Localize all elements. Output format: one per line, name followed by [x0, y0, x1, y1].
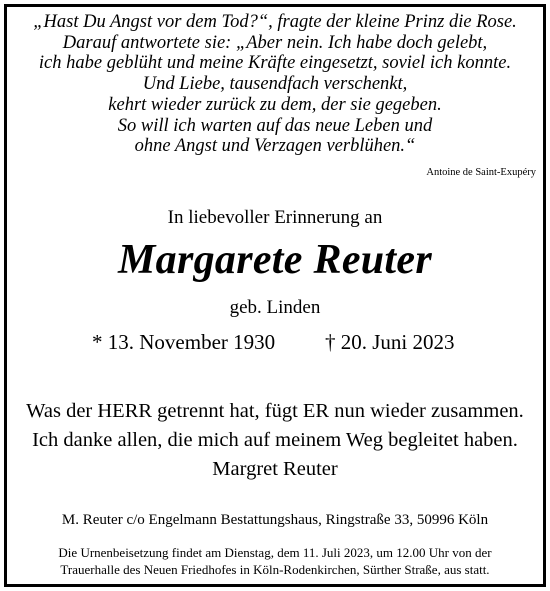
poem-attribution: Antoine de Saint-Exupéry: [426, 167, 536, 178]
poem-line: „Hast Du Angst vor dem Tod?“, fragte der kleine Prinz die Rose.: [33, 12, 517, 32]
message-line: Ich danke allen, die mich auf meinem Weg begleitet haben.: [32, 429, 518, 451]
notice-line: Trauerhalle des Neuen Friedhofes in Köln-Rodenkirchen, Sürther Straße, aus statt.: [60, 562, 490, 577]
contact-address: M. Reuter c/o Engelmann Bestattungshaus, Ringstraße 33, 50996 Köln: [61, 512, 489, 528]
burial-notice: [0, 544, 550, 578]
death-date: † 20. Juni 2023: [325, 330, 455, 354]
poem-line: Darauf antwortete sie: „Aber nein. Ich habe doch gelebt,: [62, 32, 488, 53]
family-message: [0, 397, 550, 484]
poem-line: ohne Angst und Verzagen verblühen.“: [134, 136, 416, 157]
birth-date: * 13. November 1930: [92, 330, 276, 354]
deceased-name: Margarete Reuter: [118, 237, 432, 283]
message-line: Was der HERR getrennt hat, fügt ER nun wieder zusammen.: [26, 400, 524, 422]
poem-quote: [0, 12, 550, 157]
message-signature: Margret Reuter: [212, 458, 338, 480]
poem-line: ich habe geblüht und meine Kräfte eingesetzt, soviel ich konnte.: [38, 53, 512, 74]
poem-line: kehrt wieder zurück zu dem, der sie gegeben.: [108, 94, 442, 115]
poem-line: So will ich warten auf das neue Leben und: [117, 115, 433, 136]
maiden-name: geb. Linden: [229, 297, 321, 318]
poem-line: Und Liebe, tausendfach verschenkt,: [142, 74, 408, 95]
notice-line: Die Urnenbeisetzung findet am Dienstag, dem 11. Juli 2023, um 12.00 Uhr von der: [58, 545, 492, 560]
memorial-intro: In liebevoller Erinnerung an: [167, 207, 383, 228]
